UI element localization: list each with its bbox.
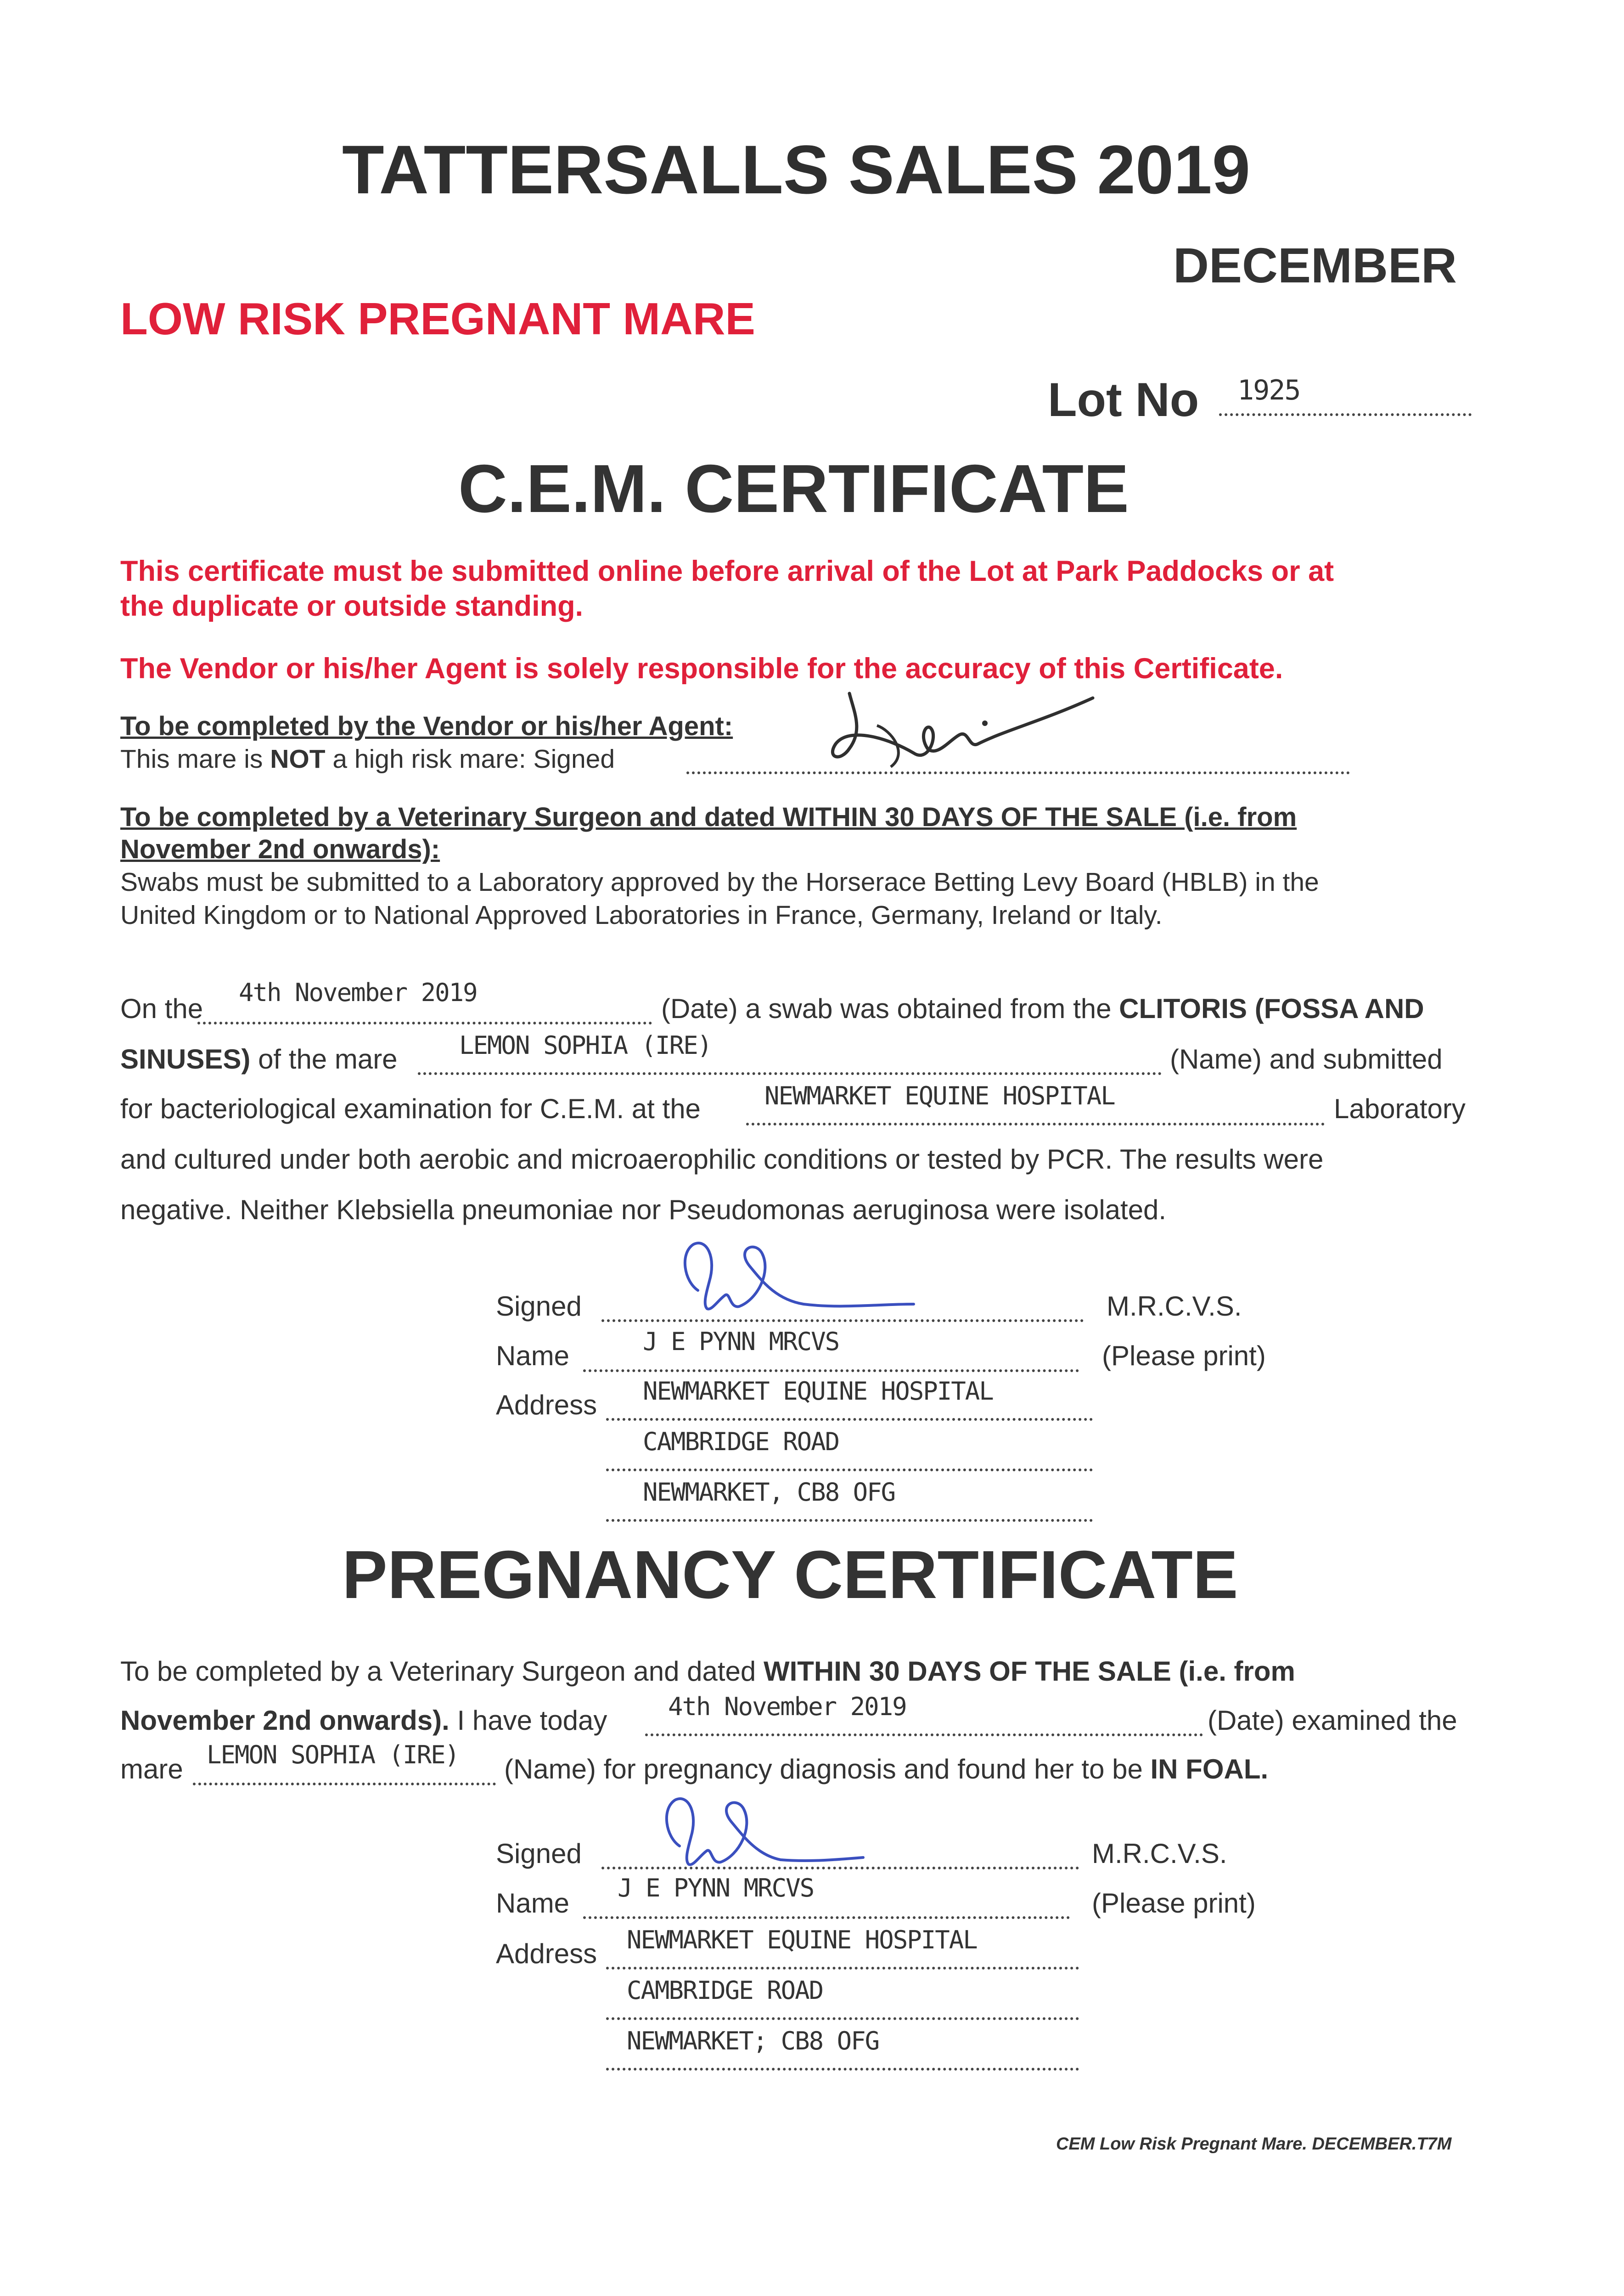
pregnancy-title: PREGNANCY CERTIFICATE	[342, 1537, 1238, 1613]
preg-address-field-3	[606, 2054, 1079, 2071]
cem-address-field-2	[606, 1455, 1093, 1471]
cem-line5: negative. Neither Klebsiella pneumoniae nor Pseudomonas aeruginosa were isolated.	[120, 1194, 1167, 1225]
preg-mare-field	[193, 1769, 496, 1785]
preg-address-line2: CAMBRIDGE ROAD	[627, 1976, 823, 2005]
cem-vet-signature	[666, 1235, 923, 1332]
cem-name-label: (Name) and submitted	[1170, 1044, 1443, 1075]
vendor-heading: To be completed by the Vendor or his/her Agent:	[120, 711, 733, 741]
cem-address-label: Address	[496, 1390, 597, 1420]
cem-address-field-1	[606, 1404, 1093, 1421]
vet-heading-line1: To be completed by a Veterinary Surgeon and dated WITHIN 30 DAYS OF THE SALE (i.e. from	[120, 802, 1297, 832]
preg-mrcvs: M.R.C.V.S.	[1092, 1838, 1227, 1869]
risk-label: LOW RISK PREGNANT MARE	[120, 293, 755, 344]
vendor-pre: This mare is	[120, 744, 270, 774]
vendor-not: NOT	[270, 744, 326, 774]
vet-heading-line2: November 2nd onwards):	[120, 834, 440, 864]
preg-date-label: (Date) examined the	[1208, 1705, 1457, 1736]
preg-address-field-2	[606, 2003, 1079, 2020]
preg-name-field	[583, 1902, 1070, 1919]
cem-line4: and cultured under both aerobic and microaerophilic conditions or tested by PCR. The results were	[120, 1144, 1324, 1175]
cem-line2-start	[120, 1043, 398, 1075]
cem-laboratory: Laboratory	[1334, 1093, 1466, 1124]
vendor-statement	[120, 744, 615, 774]
cem-mare-field	[418, 1058, 1162, 1075]
preg-line3-text: (Name) for pregnancy diagnosis and found her to be	[504, 1754, 1143, 1784]
cem-for-bact: for bacteriological examination for C.E.M. at the	[120, 1093, 701, 1124]
cem-please-print: (Please print)	[1102, 1340, 1266, 1371]
preg-line1-text: To be completed by a Veterinary Surgeon and dated	[120, 1656, 756, 1687]
cem-name-field	[583, 1356, 1079, 1372]
cem-notice-line2: the duplicate or outside standing.	[120, 590, 584, 622]
cem-address-field-3	[606, 1505, 1093, 1522]
sale-title: TATTERSALLS SALES 2019	[342, 131, 1251, 208]
cem-date-label	[661, 993, 1424, 1024]
cem-address-line1: NEWMARKET EQUINE HOSPITAL	[643, 1377, 993, 1406]
preg-address-line3: NEWMARKET; CB8 OFG	[627, 2026, 879, 2055]
lot-label: Lot No	[1048, 373, 1199, 427]
cem-signed-label: Signed	[496, 1291, 582, 1322]
preg-address-label: Address	[496, 1938, 597, 1969]
preg-vet-signature	[643, 1786, 900, 1883]
preg-line1	[120, 1655, 1295, 1687]
swab-line1: Swabs must be submitted to a Laboratory approved by the Horserace Betting Levy Board (HBLB) in the	[120, 867, 1319, 897]
preg-line2-start	[120, 1705, 607, 1736]
cem-name-label-2: Name	[496, 1340, 570, 1371]
preg-line2-bold: November 2nd onwards).	[120, 1705, 450, 1736]
preg-date-value: 4th November 2019	[668, 1692, 906, 1721]
cem-notice-responsibility: The Vendor or his/her Agent is solely responsible for the accuracy of this Certificate.	[120, 653, 1283, 685]
swab-line2: United Kingdom or to National Approved Laboratories in France, Germany, Ireland or Italy.	[120, 900, 1163, 930]
preg-line1-bold: WITHIN 30 DAYS OF THE SALE (i.e. from	[763, 1656, 1295, 1687]
preg-address-line1: NEWMARKET EQUINE HOSPITAL	[627, 1925, 977, 1954]
cem-mare-value: LEMON SOPHIA (IRE)	[459, 1031, 712, 1060]
preg-mare-value: LEMON SOPHIA (IRE)	[207, 1740, 459, 1769]
preg-mare-label: mare	[120, 1754, 183, 1784]
cem-address-line3: NEWMARKET, CB8 OFG	[643, 1478, 895, 1507]
cem-address-line2: CAMBRIDGE ROAD	[643, 1427, 839, 1456]
preg-line3-end	[504, 1753, 1268, 1785]
preg-in-foal: IN FOAL.	[1150, 1754, 1269, 1784]
cem-on-the: On the	[120, 993, 203, 1024]
footer-reference: CEM Low Risk Pregnant Mare. DECEMBER.T7M	[1056, 2134, 1452, 2154]
cem-sinuses: SINUSES)	[120, 1044, 251, 1075]
preg-line2-text: I have today	[457, 1705, 607, 1736]
cem-title: C.E.M. CERTIFICATE	[458, 451, 1129, 527]
cem-date-field	[197, 1008, 652, 1024]
cem-vet-name: J E PYNN MRCVS	[643, 1327, 839, 1356]
cem-date-label-text: (Date) a swab was obtained from the	[661, 993, 1112, 1024]
cem-of-mare: of the mare	[258, 1044, 398, 1075]
preg-address-field-1	[606, 1953, 1079, 1970]
cem-lab-field	[746, 1109, 1325, 1125]
cem-date-value: 4th November 2019	[239, 978, 477, 1007]
preg-name-label: Name	[496, 1888, 570, 1919]
preg-please-print: (Please print)	[1092, 1888, 1256, 1919]
preg-date-field	[645, 1720, 1203, 1736]
cem-mrcvs: M.R.C.V.S.	[1107, 1291, 1242, 1322]
cem-clitoris: CLITORIS (FOSSA AND	[1119, 993, 1424, 1024]
preg-signed-label: Signed	[496, 1838, 582, 1869]
lot-number: 1925	[1237, 374, 1300, 406]
sale-month: DECEMBER	[1173, 237, 1457, 293]
preg-vet-name: J E PYNN MRCVS	[618, 1874, 814, 1902]
cem-lab-value: NEWMARKET EQUINE HOSPITAL	[764, 1081, 1115, 1110]
vendor-post: a high risk mare: Signed	[325, 744, 615, 774]
cem-notice-line1: This certificate must be submitted online before arrival of the Lot at Park Paddocks or at	[120, 555, 1334, 587]
vendor-signature	[822, 684, 1107, 790]
